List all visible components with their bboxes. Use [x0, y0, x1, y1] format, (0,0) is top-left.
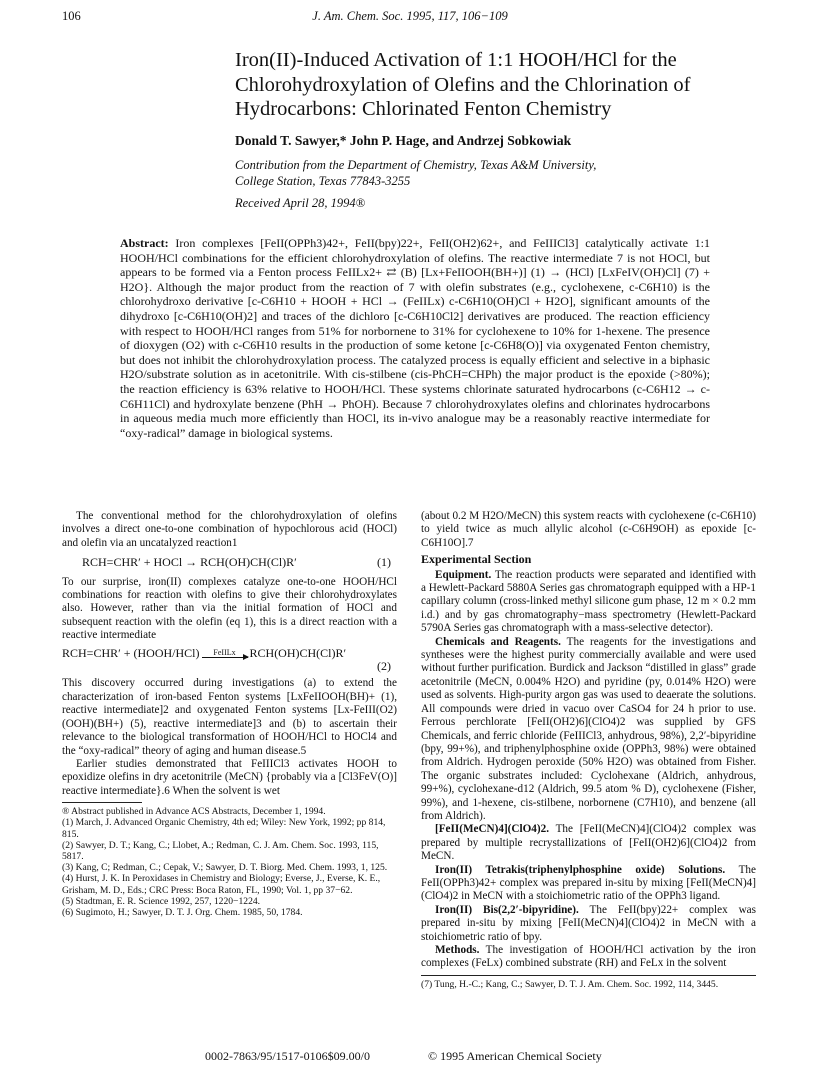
- abstract-label: Abstract:: [120, 236, 169, 250]
- abstract: [120, 236, 710, 440]
- affiliation-line: Contribution from the Department of Chemistry, Texas A&M University,: [235, 158, 597, 172]
- abstract-text: Iron complexes [FeII(OPPh3)42+, FeII(bpy)22+, FeII(OH2)62+, and FeIIICl3] catalytically activate 1:1 HOOH/HCl combinations for the efficient chlorohydroxylation of olefins. The reactive intermediate 7 is not HOCl, but appears to be formed via a Fenton process FeIILx2+ ⇄ (B) [Lx+FeIIOOH(BH+)] (1) → (HCl) [LxFeIV(OH)Cl] (7) + H2O}. Although the major product from the reaction of 7 with olefin substrates (e.g., cyclohexene, c-C6H10) is the chlorohydroxo derivative [c-C6H10 + HOOH + HCl → (FeIILx) c-C6H10(OH)Cl + H2O], significant amounts of the dihydroxo [c-C6H10(OH)2] and traces of the dichloro [c-C6H10Cl2] derivatives are produced. The reaction efficiency with respect to HOOH/HCl ranges from 51% for norbornene to 31% for cyclohexene to 10% for 1-hexene. The presence of dioxygen (O2) with c-C6H10 results in the production of some ketone [c-C6H8(O)] via oxygenated Fenton chemistry, but does not inhibit the chlorohydroxylation process. The catalyzed process is equally efficient and selective in a biphasic H2O/substrate solution as in acetonitrile. With cis-stilbene (cis-PhCH=CHPh) the major product is the epoxide (>80%); the reaction efficiency is 63% relative to HOOH/HCl. These systems chlorinate saturated hydrocarbons (c-C6H12 → c-C6H11Cl) and hydroxylate benzene (PhH → PhOH). Because 7 chlorohydroxylates olefins and chlorinates hydrocarbons in aqueous media much more efficiently than HOCl, its in-vivo analogue may be a reasonably reactive intermediate for “oxy-radical” damage in biological systems.: [120, 236, 710, 440]
- equation-number: (1): [377, 555, 391, 570]
- paragraph: [421, 944, 756, 971]
- arrow-catalyst-label: FeIILx: [213, 648, 236, 658]
- equation-number: (2): [377, 659, 391, 674]
- equation-rhs: RCH(OH)CH(Cl)R′: [249, 645, 347, 660]
- title-line: Chlorohydroxylation of Olefins and the Chlorination of: [235, 73, 691, 96]
- paragraph: [421, 904, 756, 944]
- affiliation-line: College Station, Texas 77843-3255: [235, 173, 411, 188]
- paragraph-text: The investigation of HOOH/HCl activation by the iron complexes (FeLx) combined substrate (RH) and FeLx in the solvent: [421, 944, 756, 970]
- run-in-heading: Chemicals and Reagents.: [435, 635, 561, 648]
- paragraph: [421, 569, 756, 636]
- copyright: © 1995 American Chemical Society: [428, 1049, 602, 1063]
- equation-1: [62, 550, 397, 575]
- received-date: Received April 28, 1994®: [235, 196, 366, 210]
- footnote: (2) Sawyer, D. T.; Kang, C.; Llobet, A.; Redman, C. J. Am. Chem. Soc. 1993, 115, 5817.: [62, 839, 379, 862]
- footnote: (6) Sugimoto, H.; Sawyer, D. T. J. Org. Chem. 1985, 50, 1784.: [62, 906, 303, 918]
- run-in-heading: Methods.: [435, 944, 480, 956]
- paragraph: [421, 823, 756, 863]
- paragraph-text: The [FeII(MeCN)4](ClO4)2 complex was prepared by multiple recrystallizations of [FeII(OH2)6](ClO4)2 from MeCN.: [421, 823, 756, 863]
- footnote: (5) Stadtman, E. R. Science 1992, 257, 1220−1224.: [62, 895, 261, 907]
- paragraph-text: The FeII(bpy)22+ complex was prepared in-situ by mixing [FeII(MeCN)4](ClO4)2 in MeCN with a stoichiometric ratio of bpy.: [421, 903, 756, 943]
- left-column: [62, 510, 397, 918]
- run-in-heading: Iron(II) Tetrakis(triphenylphosphine oxide) Solutions.: [435, 863, 726, 876]
- title-line: Hydrocarbons: Chlorinated Fenton Chemistry: [235, 98, 612, 120]
- footnote-divider: [62, 802, 142, 803]
- paragraph: Earlier studies demonstrated that FeIIICl3 activates HOOH to epoxidize olefins in dry acetonitrile (MeCN) {probably via a [Cl3FeV(O)] reactive intermediate}.6 When the solvent is wet: [62, 757, 397, 797]
- title-line: Iron(II)-Induced Activation of 1:1 HOOH/HCl for the: [235, 49, 677, 71]
- footnote: (3) Kang, C; Redman, C.; Cepak, V.; Sawyer, D. T. Biorg. Med. Chem. 1993, 1, 125.: [62, 862, 388, 874]
- article-title: [235, 48, 795, 122]
- run-in-heading: Equipment.: [435, 568, 492, 581]
- footnote: (1) March, J. Advanced Organic Chemistry, 4th ed; Wiley: New York, 1992; pp 814, 815.: [62, 817, 386, 840]
- arrow-icon: [202, 657, 248, 658]
- equation-text: RCH=CHR′ + HOCl → RCH(OH)CH(Cl)R′: [82, 555, 297, 570]
- paragraph: The conventional method for the chlorohydroxylation of olefins involves a direct one-to-one combination of hypochlorous acid (HOCl) and olefin via an uncatalyzed reaction1: [62, 510, 397, 549]
- journal-code: 0002-7863/95/1517-0106$09.00/0: [205, 1049, 370, 1063]
- equation-2: [62, 643, 397, 678]
- right-column: [421, 510, 756, 990]
- paragraph: To our surprise, iron(II) complexes catalyze one-to-one HOOH/HCl combinations for reaction with olefins to give their chlorohydroxylates also. However, rather than via the initial formation of HOCl and subsequent reaction with the olefin (eq 1), this is a direct reaction with a reactive intermediate: [62, 575, 397, 642]
- paragraph: [421, 864, 756, 904]
- footnotes: [62, 806, 397, 918]
- footnote: (4) Hurst, J. K. In Peroxidases in Chemistry and Biology; Everse, J., Everse, K. E., Grisham, M. D., Eds.; CRC Press: Boca Raton, FL, 1990; Vol. 1, pp 37−62.: [62, 873, 381, 896]
- paragraph: (about 0.2 M H2O/MeCN) this system reacts with cyclohexene (c-C6H10) to yield twice as much allylic alcohol (c-C6H9OH) as epoxide [c-C6H10O].7: [421, 510, 756, 549]
- run-in-heading: Iron(II) Bis(2,2′-bipyridine).: [435, 903, 579, 916]
- affiliation: [235, 158, 775, 189]
- author-list: Donald T. Sawyer,* John P. Hage, and Andrzej Sobkowiak: [235, 133, 572, 148]
- running-head: J. Am. Chem. Soc. 1995, 117, 106−109: [312, 9, 508, 23]
- equation-lhs: RCH=CHR′ + (HOOH/HCl): [62, 645, 200, 660]
- footnote: ® Abstract published in Advance ACS Abstracts, December 1, 1994.: [62, 806, 326, 818]
- paragraph-text: The reaction products were separated and identified with a Hewlett-Packard 5880A Series gas chromatograph equipped with a HP-1 capillary column (cross-linked methyl silicone gum phase, 12 m × 0.2 mm i.d.) and by gas chromatography−mass spectrometry (Hewlett-Packard 5790A Series gas chromatograph with a mass-selective detector).: [421, 568, 756, 635]
- reaction-arrow: [202, 649, 248, 658]
- paragraph: This discovery occurred during investigations (a) to extend the characterization of iron-based Fenton systems [LxFeIIOOH(BH)+ (1), reactive intermediate]2 and oxygenated Fenton systems [Lx-FeIII(O2)(OOH)(BH+) (5), reactive intermediate]3 and (b) to ascertain their relevance to the biological transformation of HOOH/HCl to HOCl4 and the “oxy-radical” theory of aging and human disease.5: [62, 677, 397, 757]
- footnote: (7) Tung, H.-C.; Kang, C.; Sawyer, D. T. J. Am. Chem. Soc. 1992, 114, 3445.: [421, 978, 719, 990]
- footnote-divider: [421, 975, 756, 976]
- paragraph-text: The reagents for the investigations and syntheses were the highest purity commercially available and were used without further purification. Burdick and Jackson “distilled in glass” grade acetonitrile (MeCN, 0.004% H2O) and pyridine (py, 0.014% H2O) were used as solvents. High-purity argon gas was used to deaerate the solutions. All compounds were dried in vacuo over CaSO4 for 24 h prior to use. Ferrous perchlorate [FeII(OH2)6](ClO4)2 was supplied by GFS Chemicals, and ferric chloride (FeIIICl3, anhydrous, 98%), 2,2′-bipyridine (bpy, 99+%), and triphenylphosphine oxide (OPPh3, 98%) were obtained from Aldrich. Hydrogen peroxide (50% H2O) was obtained from Fisher. The organic substrates included: Cyclohexane (Aldrich, anhydrous, 99+%), cyclohexane-d12 (Aldrich, 99.5 atom % D), cyclohexene (Fisher, 99%), and 1-hexene, cis-stilbene, norbornene (C7H10), and benzene (all from Aldrich).: [421, 635, 756, 822]
- paragraph: [421, 636, 756, 824]
- section-heading: Experimental Section: [421, 552, 532, 567]
- run-in-heading: [FeII(MeCN)4](ClO4)2.: [435, 823, 550, 836]
- paragraph-text: The FeII(OPPh3)42+ complex was prepared in-situ by mixing [FeII(MeCN)4](ClO4)2 in MeCN with a stoichiometric ratio of the OPPh3 ligand.: [421, 863, 756, 903]
- page-number: 106: [62, 9, 81, 23]
